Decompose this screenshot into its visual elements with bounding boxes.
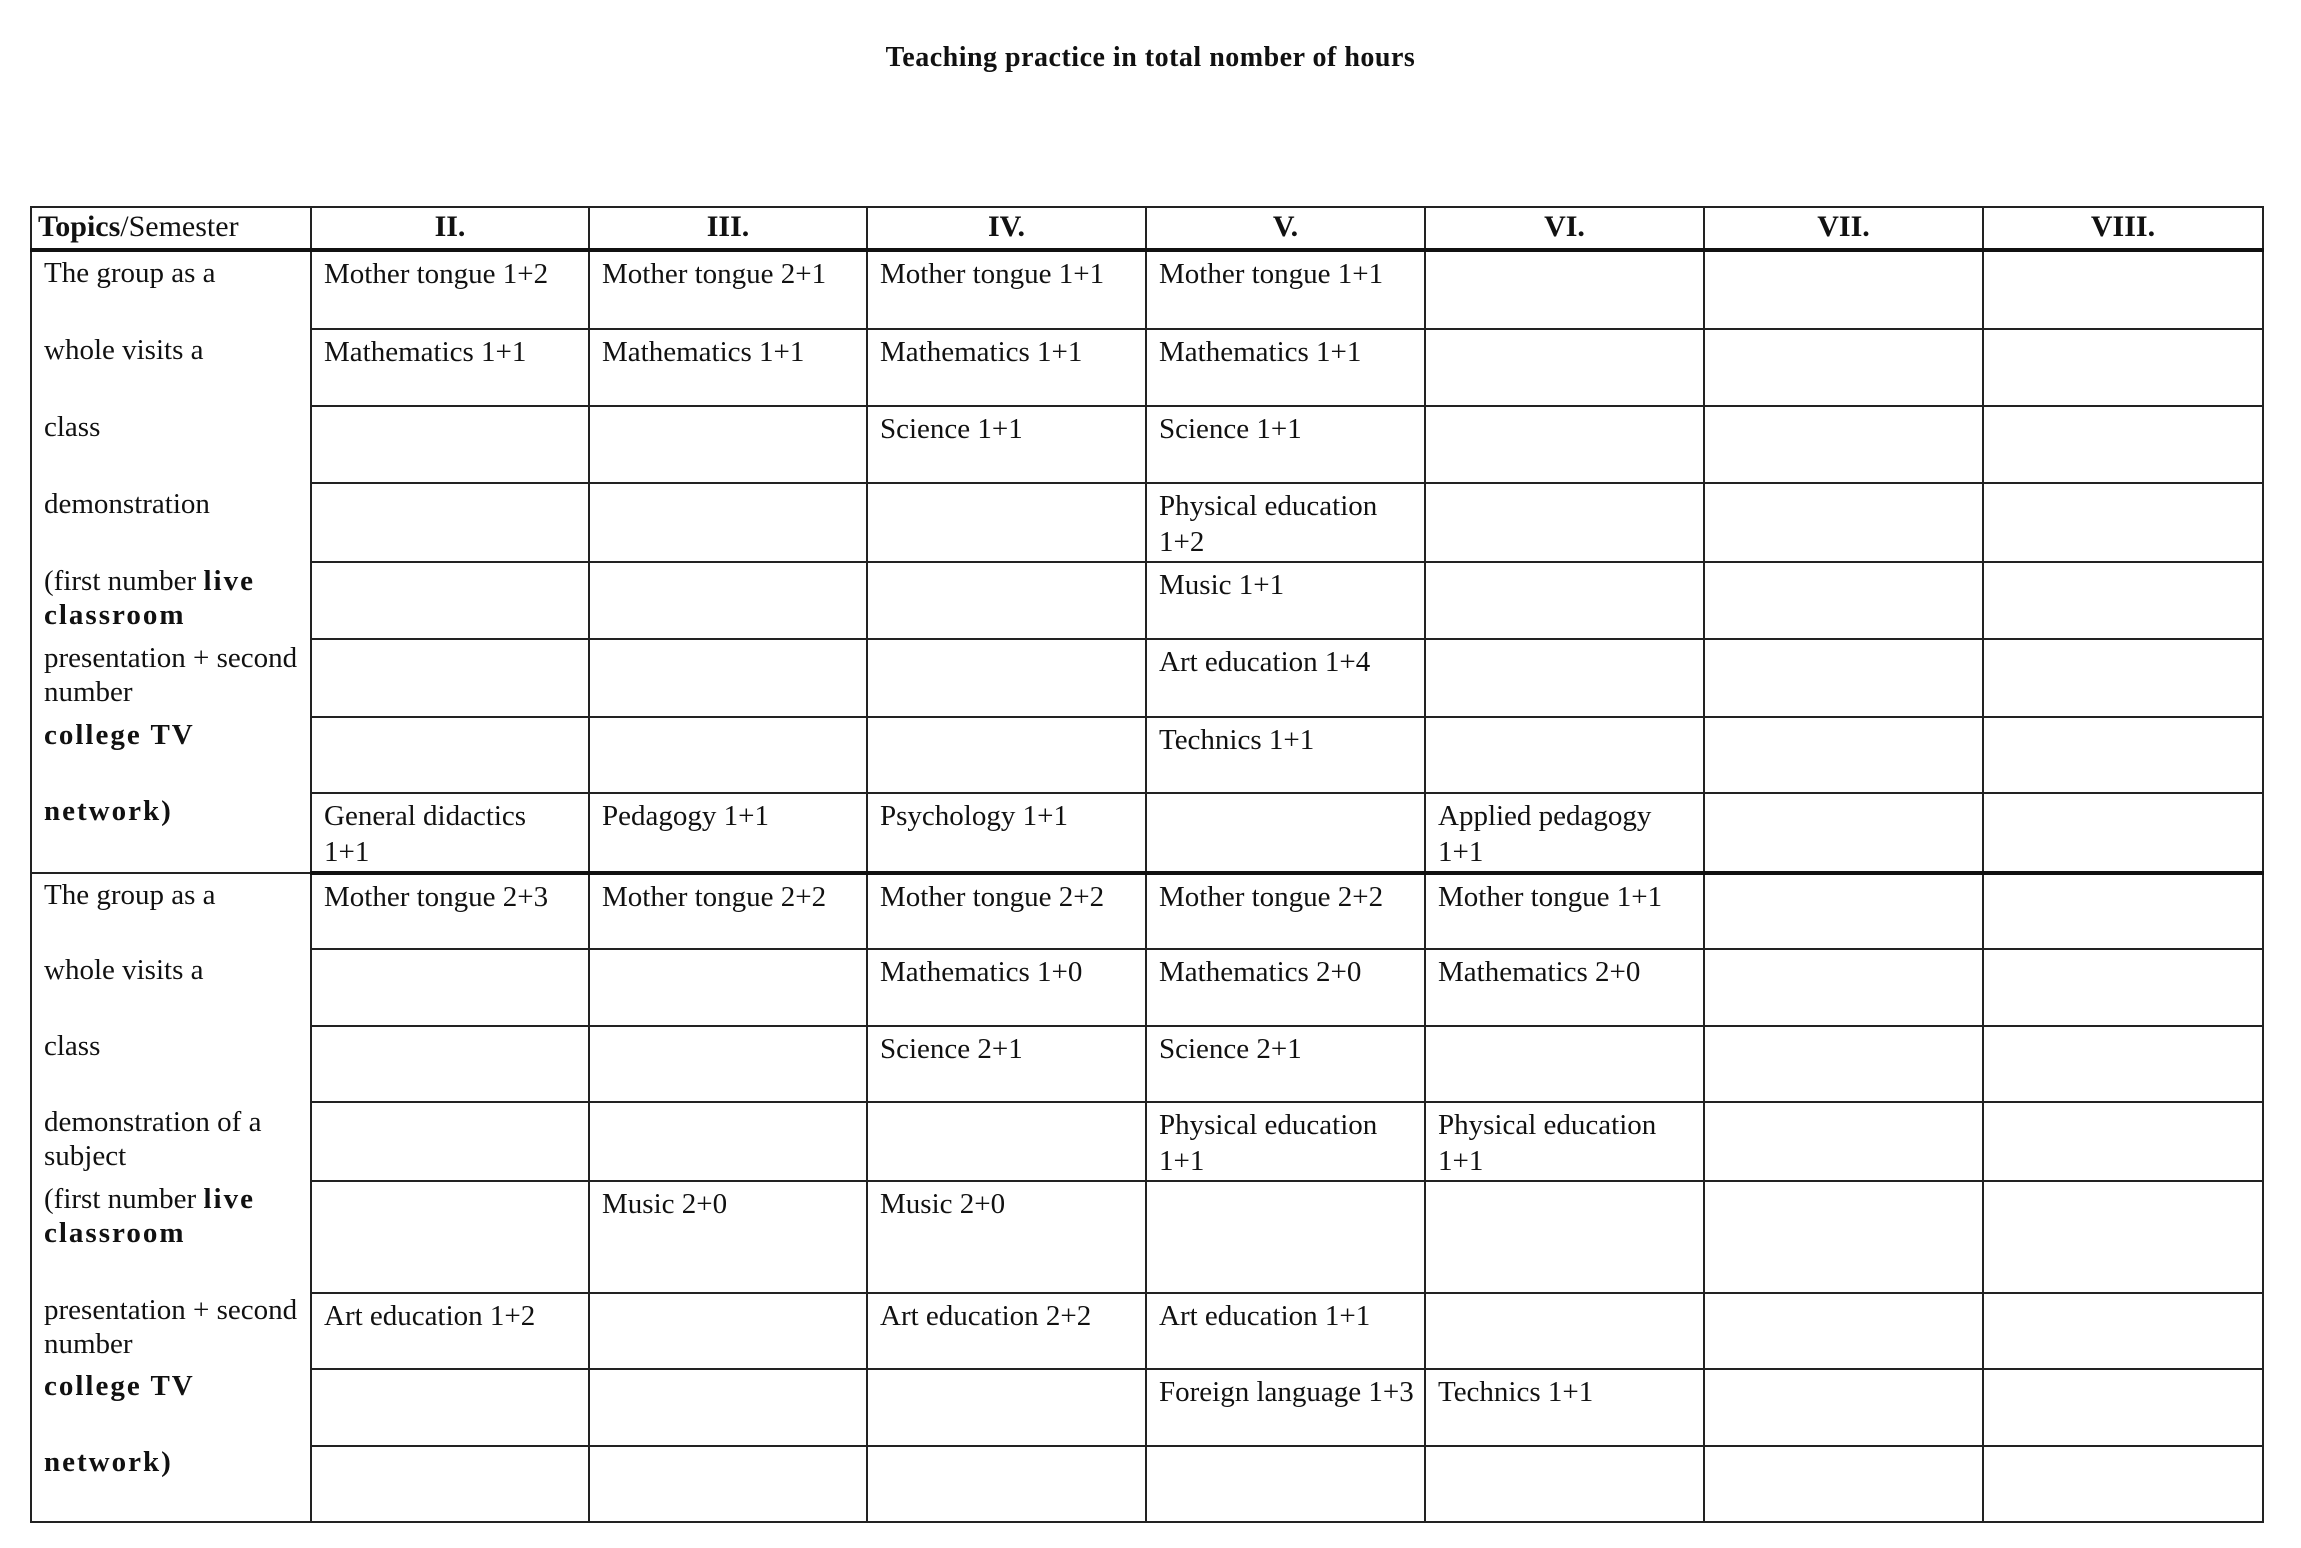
- table-cell: Mother tongue 2+2: [1146, 873, 1425, 949]
- table-cell: Art education 1+1: [1146, 1293, 1425, 1369]
- table-row: [31, 1181, 2263, 1293]
- table-cell: [1983, 329, 2263, 406]
- table-cell: [311, 1369, 589, 1445]
- table-cell: [589, 562, 867, 639]
- table-row: [31, 1369, 2263, 1445]
- table-cell: Mathematics 1+1: [867, 329, 1146, 406]
- table-cell: [1146, 793, 1425, 873]
- table-cell: [1425, 1446, 1704, 1523]
- table-cell: [1425, 483, 1704, 562]
- table-cell: Mother tongue 1+1: [1425, 873, 1704, 949]
- table-cell: [589, 406, 867, 483]
- table-cell: [589, 1026, 867, 1102]
- table-row: [31, 949, 2263, 1025]
- header-semester-2: II.: [311, 207, 589, 250]
- document-title: Teaching practice in total nomber of hours: [885, 42, 1416, 73]
- label-line: The group as a: [44, 257, 216, 289]
- table-cell: Mother tongue 2+1: [589, 250, 867, 329]
- table-cell: Art education 1+4: [1146, 639, 1425, 716]
- table-row: [31, 1446, 2263, 1523]
- table-cell: [1983, 250, 2263, 329]
- table-cell: [1425, 1293, 1704, 1369]
- table-cell: [1704, 1293, 1983, 1369]
- table-cell: [311, 949, 589, 1025]
- table-cell: [867, 1369, 1146, 1445]
- table-cell: Physical education 1+1: [1425, 1102, 1704, 1180]
- table-cell: [867, 1102, 1146, 1180]
- table-cell: [1425, 1181, 1704, 1293]
- table-cell: Mother tongue 2+2: [867, 873, 1146, 949]
- table-cell: Mathematics 1+1: [589, 329, 867, 406]
- table-cell: [1704, 717, 1983, 793]
- table-cell: [1425, 639, 1704, 716]
- table-cell: Mathematics 2+0: [1425, 949, 1704, 1025]
- table-cell: [1704, 873, 1983, 949]
- table-cell: Technics 1+1: [1146, 717, 1425, 793]
- table-cell: Mother tongue 2+3: [311, 873, 589, 949]
- header-semester: /Semester: [120, 210, 239, 243]
- table-cell: [1983, 717, 2263, 793]
- table-cell: [589, 1446, 867, 1523]
- table-cell: [1983, 1102, 2263, 1180]
- table-cell: Music 2+0: [867, 1181, 1146, 1293]
- header-semester-3: III.: [589, 207, 867, 250]
- table-cell: Music 2+0: [589, 1181, 867, 1293]
- label-line: presentation + second number: [44, 642, 298, 708]
- table-cell: Applied pedagogy 1+1: [1425, 793, 1704, 873]
- label-line: (first number live classroom: [44, 1183, 255, 1249]
- table-cell: Physical education 1+1: [1146, 1102, 1425, 1180]
- table-cell: [1983, 1369, 2263, 1445]
- label-line: demonstration of a subject: [44, 1106, 262, 1172]
- table-cell: [1983, 1181, 2263, 1293]
- table-cell: [1983, 1446, 2263, 1523]
- table-cell: [867, 639, 1146, 716]
- group1-rows: [31, 250, 2263, 873]
- table-cell: [1425, 406, 1704, 483]
- table-cell: [1146, 1446, 1425, 1523]
- table-cell: [589, 639, 867, 716]
- table-cell: Technics 1+1: [1425, 1369, 1704, 1445]
- table-cell: [867, 483, 1146, 562]
- table-cell: [311, 562, 589, 639]
- table-row: [31, 562, 2263, 639]
- table-row: [31, 329, 2263, 406]
- header-semester-4: IV.: [867, 207, 1146, 250]
- group1-label: [31, 250, 311, 873]
- label-line: network): [44, 1446, 173, 1478]
- table-cell: Mother tongue 1+1: [1146, 250, 1425, 329]
- table-cell: [1425, 329, 1704, 406]
- table-cell: [589, 1102, 867, 1180]
- table-cell: [867, 562, 1146, 639]
- table-cell: [1983, 1026, 2263, 1102]
- table-cell: Art education 2+2: [867, 1293, 1146, 1369]
- table-cell: [1425, 250, 1704, 329]
- table-cell: Science 2+1: [1146, 1026, 1425, 1102]
- table-cell: Mathematics 1+1: [311, 329, 589, 406]
- table-cell: [1146, 1181, 1425, 1293]
- table-row: [31, 1293, 2263, 1369]
- table-cell: [311, 1446, 589, 1523]
- table-cell: [1704, 483, 1983, 562]
- teaching-practice-table: [30, 206, 2264, 1523]
- header-semester-6: VI.: [1425, 207, 1704, 250]
- table-cell: [1704, 1446, 1983, 1523]
- label-line: class: [44, 411, 101, 443]
- table-cell: [1704, 1026, 1983, 1102]
- table-cell: [589, 483, 867, 562]
- table-cell: [589, 717, 867, 793]
- table-cell: Mathematics 2+0: [1146, 949, 1425, 1025]
- table-row: [31, 873, 2263, 949]
- table-cell: Science 1+1: [1146, 406, 1425, 483]
- label-line: college TV: [44, 1370, 195, 1402]
- table-cell: [1704, 1102, 1983, 1180]
- table-cell: Physical education 1+2: [1146, 483, 1425, 562]
- table-cell: [1983, 793, 2263, 873]
- table-cell: General didactics 1+1: [311, 793, 589, 873]
- table-cell: [1983, 639, 2263, 716]
- header-semester-5: V.: [1146, 207, 1425, 250]
- table-cell: Art education 1+2: [311, 1293, 589, 1369]
- table-cell: Science 1+1: [867, 406, 1146, 483]
- table-row: [31, 406, 2263, 483]
- table-cell: [311, 1026, 589, 1102]
- table-cell: [1983, 873, 2263, 949]
- table-cell: [1425, 717, 1704, 793]
- group2-rows: [31, 873, 2263, 1522]
- table-cell: [1704, 639, 1983, 716]
- table-cell: [1704, 793, 1983, 873]
- table-cell: [1704, 406, 1983, 483]
- table-cell: Mother tongue 1+1: [867, 250, 1146, 329]
- header-topics-semester: [31, 207, 311, 250]
- table-cell: Music 1+1: [1146, 562, 1425, 639]
- table-cell: [1425, 562, 1704, 639]
- table-cell: [1704, 562, 1983, 639]
- table-cell: [867, 717, 1146, 793]
- table-cell: Mathematics 1+0: [867, 949, 1146, 1025]
- table-cell: [589, 949, 867, 1025]
- header-semester-8: VIII.: [1983, 207, 2263, 250]
- table-cell: Pedagogy 1+1: [589, 793, 867, 873]
- label-line: presentation + second number: [44, 1294, 298, 1360]
- table-cell: Foreign language 1+3: [1146, 1369, 1425, 1445]
- table-cell: [1704, 949, 1983, 1025]
- table-cell: [311, 1181, 589, 1293]
- table-cell: [311, 483, 589, 562]
- table-row: [31, 793, 2263, 873]
- table-row: [31, 483, 2263, 562]
- table-cell: [1704, 329, 1983, 406]
- table-cell: [589, 1293, 867, 1369]
- table-cell: [1704, 1369, 1983, 1445]
- table-cell: [1425, 1026, 1704, 1102]
- table-cell: [311, 639, 589, 716]
- label-line: college TV: [44, 719, 195, 751]
- table-cell: [311, 717, 589, 793]
- table-row: [31, 1026, 2263, 1102]
- table-row: [31, 717, 2263, 793]
- table-cell: [867, 1446, 1146, 1523]
- table-row: [31, 250, 2263, 329]
- table-cell: [1983, 562, 2263, 639]
- table-cell: [311, 1102, 589, 1180]
- table-cell: [1983, 483, 2263, 562]
- table-cell: [1704, 1181, 1983, 1293]
- table-cell: Science 2+1: [867, 1026, 1146, 1102]
- label-line: demonstration: [44, 488, 210, 520]
- label-line: whole visits a: [44, 334, 204, 366]
- table-cell: Mother tongue 2+2: [589, 873, 867, 949]
- table-row: [31, 1102, 2263, 1180]
- table-cell: [311, 406, 589, 483]
- table-cell: [1983, 1293, 2263, 1369]
- header-row: [31, 207, 2263, 250]
- label-line: class: [44, 1030, 101, 1062]
- table-cell: [589, 1369, 867, 1445]
- table-cell: [1983, 949, 2263, 1025]
- label-line: network): [44, 795, 173, 827]
- group2-label: [31, 873, 311, 1522]
- label-line: The group as a: [44, 879, 216, 911]
- table-cell: Psychology 1+1: [867, 793, 1146, 873]
- header-semester-7: VII.: [1704, 207, 1983, 250]
- table-row: [31, 639, 2263, 716]
- label-line: whole visits a: [44, 954, 204, 986]
- table-cell: [1704, 250, 1983, 329]
- table-cell: [1983, 406, 2263, 483]
- header-topics: Topics: [38, 210, 121, 243]
- table-cell: Mathematics 1+1: [1146, 329, 1425, 406]
- label-line: (first number live classroom: [44, 565, 255, 631]
- table-cell: Mother tongue 1+2: [311, 250, 589, 329]
